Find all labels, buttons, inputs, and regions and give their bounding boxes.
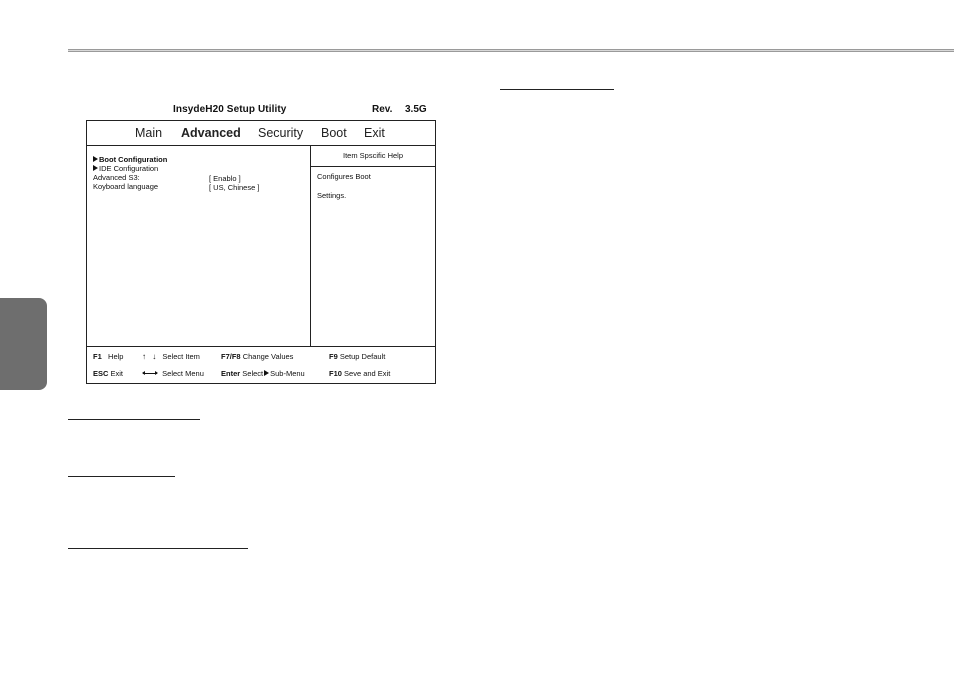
help-header: Item Spscific Help bbox=[311, 146, 435, 167]
menu-tab-boot[interactable]: Boot bbox=[321, 126, 347, 140]
setting-label: Koyboard language bbox=[93, 182, 159, 191]
bios-rev-label: Rev. bbox=[372, 104, 393, 115]
legend-setup-default bbox=[329, 352, 385, 361]
key-f7-f8: F7/F8 bbox=[221, 352, 241, 361]
setting-label: Advanced S3: bbox=[93, 173, 140, 182]
sub-menu-text: Sub-Menu bbox=[270, 369, 305, 378]
bios-setup-screen bbox=[86, 120, 436, 384]
key-f1-text: Help bbox=[108, 352, 124, 361]
save-exit-text: Seve and Exit bbox=[344, 369, 391, 378]
left-right-arrow-icon bbox=[142, 370, 158, 376]
heading-underline-1 bbox=[500, 89, 614, 90]
setting-keyboard-language[interactable] bbox=[93, 182, 158, 191]
select-menu-text: Select Menu bbox=[162, 369, 204, 378]
menu-tab-exit[interactable]: Exit bbox=[364, 126, 385, 140]
key-f10: F10 bbox=[329, 369, 342, 378]
legend-select-menu bbox=[142, 369, 204, 378]
key-esc: ESC bbox=[93, 369, 109, 378]
select-item-text: Select Item bbox=[162, 352, 200, 361]
legend-change-values bbox=[221, 352, 293, 361]
settings-list bbox=[87, 146, 311, 346]
heading-underline-4 bbox=[68, 548, 248, 549]
top-rule bbox=[68, 49, 954, 52]
menu-tab-security[interactable]: Security bbox=[258, 126, 304, 140]
legend-sub-menu bbox=[221, 369, 305, 378]
legend-select-item bbox=[142, 352, 200, 361]
item-help-pane bbox=[311, 146, 435, 346]
heading-underline-2 bbox=[68, 419, 200, 420]
up-down-arrows-icon: ↑ ↓ bbox=[142, 352, 159, 361]
menu-tab-advanced[interactable]: Advanced bbox=[181, 126, 241, 140]
legend-help bbox=[93, 352, 123, 361]
help-text-line-1: Configures Boot bbox=[317, 172, 371, 181]
setup-default-text: Setup Default bbox=[339, 352, 386, 361]
help-text-line-2: Settings. bbox=[317, 191, 347, 200]
submenu-arrow-icon bbox=[93, 156, 98, 162]
setting-ide-configuration[interactable] bbox=[93, 164, 158, 173]
exit-text: Exit bbox=[110, 369, 124, 378]
heading-underline-3 bbox=[68, 476, 175, 477]
legend-save-exit bbox=[329, 369, 390, 378]
menu-tab-main[interactable]: Main bbox=[135, 126, 163, 140]
submenu-arrow-icon bbox=[93, 165, 98, 171]
chapter-side-tab bbox=[0, 298, 47, 390]
setting-keyboard-language-value[interactable]: [ US, Chinese ] bbox=[209, 183, 260, 192]
key-enter: Enter bbox=[221, 369, 241, 378]
setting-advanced-s3[interactable] bbox=[93, 173, 140, 182]
setting-boot-configuration[interactable] bbox=[93, 155, 167, 164]
key-f1: F1 bbox=[93, 352, 102, 361]
setting-label: IDE Configuration bbox=[99, 164, 159, 173]
enter-select-text: Select bbox=[242, 369, 264, 378]
submenu-arrow-icon bbox=[264, 370, 269, 376]
bios-title: InsydeH20 Setup Utility bbox=[173, 104, 287, 115]
bios-menu-bar bbox=[87, 121, 435, 146]
key-f9: F9 bbox=[329, 352, 338, 361]
legend-exit bbox=[93, 369, 123, 378]
key-legend-footer bbox=[87, 346, 435, 383]
change-values-text: Change Values bbox=[242, 352, 294, 361]
bios-rev-value: 3.5G bbox=[405, 104, 427, 115]
setting-label: Boot Configuration bbox=[99, 155, 168, 164]
setting-advanced-s3-value[interactable]: [ Enablo ] bbox=[209, 174, 241, 183]
